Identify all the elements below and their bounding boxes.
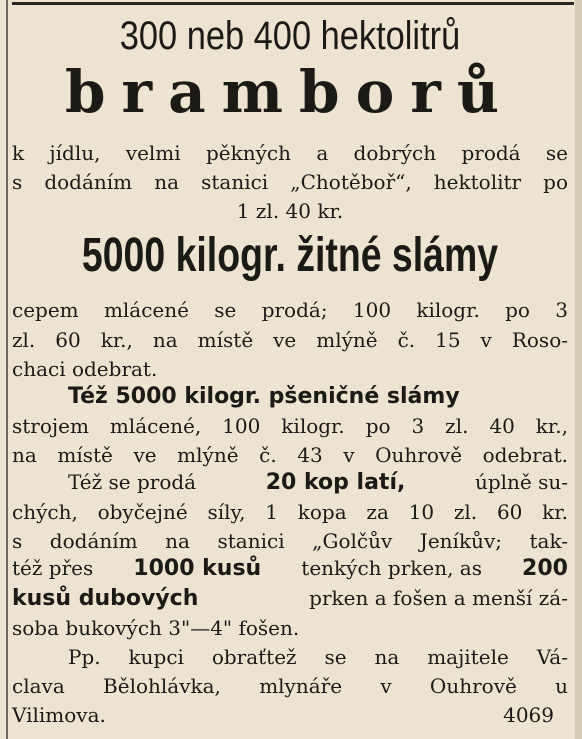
text-line-4: cepem mlácené se prodá; 100 kilogr. po 3 [12, 298, 568, 322]
page-edge [575, 0, 582, 739]
text-line-16: Pp. kupci obraťtež se na majitele Vá- [68, 645, 568, 669]
text-line-18: Vilimova. [12, 703, 106, 727]
highlight-oak: kusů dubových [12, 586, 199, 611]
text-line-9: na místě ve mlýně č. 43 v Ouhrově odebrat. [12, 443, 568, 467]
text-line-10 [68, 470, 568, 495]
highlight-200: 200 [522, 556, 568, 581]
text-line-13 [12, 556, 568, 581]
advertisement [12, 0, 568, 739]
price-line: 1 zl. 40 kr. [236, 199, 344, 223]
text-line-10-c: úplně su- [474, 470, 568, 494]
text-line-10-a: Též se prodá [68, 470, 197, 494]
text-line-17: clava Bělohlávka, mlynáře v Ouhrově u [12, 674, 568, 698]
text-line-13-a: též přes [12, 556, 94, 580]
heading-straw: 5000 kilogr. žitné slámy [81, 229, 499, 282]
text-line-8: strojem mlácené, 100 kilogr. po 3 zl. 40 kr., [12, 414, 568, 438]
headline: 300 neb 400 hektolitrů [119, 14, 461, 58]
text-line-14-b: prken a fošen a menší zá- [309, 586, 568, 610]
highlight-1000-pieces: 1000 kusů [133, 556, 262, 581]
title-word: bramborů [64, 58, 516, 126]
text-line-6: chaci odebrat. [12, 357, 158, 381]
text-line-11: chých, obyčejné síly, 1 kopa za 10 zl. 60 kr. [12, 500, 568, 524]
text-line-5: zl. 60 kr., na místě ve mlýně č. 15 v Roso- [12, 328, 568, 352]
text-line-14 [12, 586, 568, 611]
text-line-1: k jídlu, velmi pěkných a dobrých prodá se [12, 141, 568, 165]
highlight-laths: 20 kop latí, [265, 470, 406, 495]
subheading-wheat-straw: Též 5000 kilogr. pšeničné slámy [68, 384, 460, 409]
text-line-2: s dodáním na stanici „Chotěboř“, hektolitr po [12, 170, 568, 194]
text-line-12: s dodáním na stanici „Golčův Jeníkův; tak- [12, 529, 568, 553]
text-line-15: soba bukových 3"—4" fošen. [12, 616, 300, 640]
left-column-rule [6, 0, 8, 739]
text-line-13-c: tenkých prken, as [301, 556, 482, 580]
reference-number: 4069 [503, 703, 554, 727]
